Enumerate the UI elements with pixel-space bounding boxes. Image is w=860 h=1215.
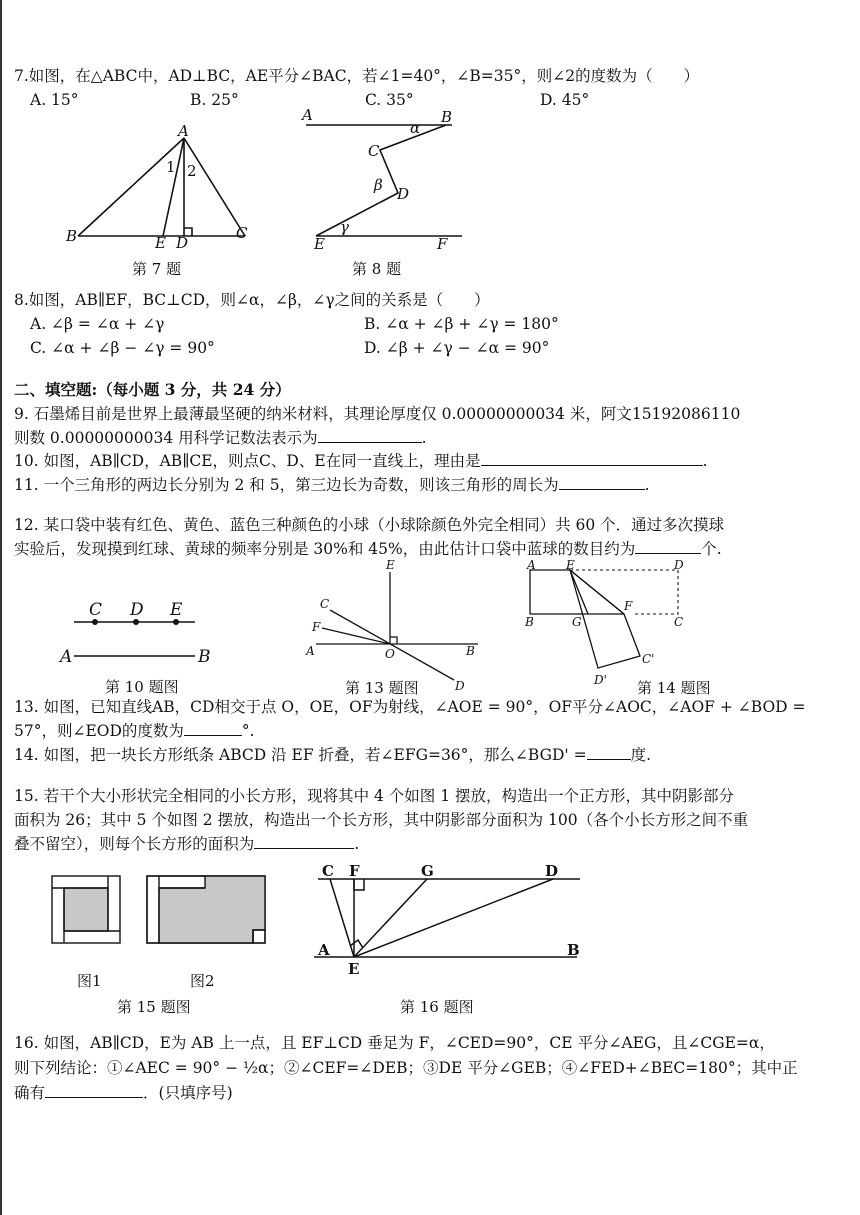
q16-answer-blank[interactable] — [45, 1083, 143, 1098]
q7-option-a: A. 15° — [30, 91, 79, 109]
q15-line2: 面积为 26；其中 5 个如图 2 摆放，构造出一个长方形，其中阴影部分面积为 100（各个小长方形之间不重 — [14, 811, 749, 829]
q14-end: 度. — [630, 746, 652, 764]
q8-stem: 8.如图，AB∥EF，BC⊥CD，则∠α，∠β，∠γ之间的关系是（ ） — [14, 291, 490, 309]
q16-end: ．(只填序号) — [143, 1084, 233, 1102]
figure-14 — [530, 570, 640, 668]
fig8-label-a: A — [302, 106, 313, 124]
fig16-label-a: A — [318, 941, 330, 959]
fig16-label-g: G — [421, 862, 434, 880]
q12-end: 个. — [701, 540, 722, 558]
q13-line1: 13. 如图，已知直线AB，CD相交于点 O，OE，OF为射线，∠AOE = 90°，OF平分∠AOC，∠AOF + ∠BOD = — [14, 698, 806, 716]
q8-option-c: C. ∠α + ∠β − ∠γ = 90° — [30, 339, 215, 357]
fig14-label-b: B — [525, 615, 534, 629]
q8-option-a: A. ∠β = ∠α + ∠γ — [30, 315, 165, 333]
q15-line3 — [14, 834, 359, 854]
fig10-label-b: B — [198, 647, 211, 667]
fig14-label-c: C — [674, 615, 684, 629]
q16-line3 — [14, 1083, 233, 1103]
q7-option-b: B. 25° — [190, 91, 239, 109]
fig16-label-d: D — [545, 862, 559, 880]
fig14-label-d: D — [674, 558, 684, 572]
fig15-caption: 第 15 题图 — [117, 998, 191, 1016]
fig13-label-e: E — [386, 558, 395, 572]
fig7-label-2: 2 — [187, 162, 197, 180]
fig7-label-c: C — [236, 224, 248, 242]
fig16-label-e: E — [348, 960, 360, 978]
q11-answer-blank[interactable] — [559, 475, 645, 490]
fig14-label-d-prime: D' — [594, 673, 607, 687]
fig7-label-b: B — [66, 227, 78, 245]
q16-line2: 则下列结论：①∠AEC = 90° − ½α；②∠CEF=∠DEB；③DE 平分∠GEB；④∠FED+∠BEC=180°；其中正 — [14, 1059, 798, 1077]
figure-10 — [74, 622, 195, 656]
q16-line1: 16. 如图，AB∥CD，E为 AB 上一点，且 EF⊥CD 垂足为 F，∠CED=90°，CE 平分∠AEG，且∠CGE=α， — [14, 1034, 775, 1052]
q9-text: 则数 0.00000000034 用科学记数法表示为 — [14, 429, 318, 447]
q15-answer-blank[interactable] — [254, 834, 354, 849]
q9-end: . — [421, 429, 427, 447]
fig8-label-d: D — [397, 185, 410, 203]
q12-answer-blank[interactable] — [635, 539, 701, 554]
q9-line2 — [14, 428, 427, 448]
fig8-caption: 第 8 题 — [352, 260, 402, 278]
fig8-label-beta: β — [374, 176, 383, 194]
fig13-label-c: C — [320, 597, 330, 611]
q13-answer-blank[interactable] — [184, 721, 242, 736]
fig14-label-f: F — [624, 599, 633, 613]
fig13-label-a: A — [306, 644, 315, 658]
fig10-caption: 第 10 题图 — [105, 678, 179, 696]
q9-line1: 9. 石墨烯目前是世界上最薄最坚硬的纳米材料，其理论厚度仅 0.00000000034 米，阿文15192086110 — [14, 405, 741, 423]
fig14-label-c-prime: C' — [642, 652, 655, 666]
fig10-label-e: E — [170, 600, 183, 620]
q14-answer-blank[interactable] — [587, 745, 631, 760]
q14-text: 14. 如图，把一块长方形纸条 ABCD 沿 EF 折叠，若∠EFG=36°，那么∠BGD' = — [14, 746, 587, 764]
q12-text: 实验后，发现摸到红球、黄球的频率分别是 30%和 45%，由此估计口袋中蓝球的数目约为 — [14, 540, 636, 558]
section-2-heading: 二、填空题:（每小题 3 分，共 24 分） — [14, 380, 291, 399]
fig15-label-2: 图2 — [190, 972, 215, 990]
fig7-label-d: D — [176, 234, 189, 252]
q13-end: °. — [241, 722, 255, 740]
fig7-label-a: A — [178, 122, 189, 140]
q8-option-d: D. ∠β + ∠γ − ∠α = 90° — [364, 339, 550, 357]
fig14-label-g: G — [572, 615, 582, 629]
fig8-label-f: F — [437, 235, 448, 253]
figure-13 — [316, 572, 478, 680]
fig14-label-e: E — [566, 558, 575, 572]
figure-7 — [78, 138, 245, 236]
figure-15-2 — [147, 876, 265, 943]
fig15-label-1: 图1 — [77, 972, 102, 990]
fig8-label-b: B — [441, 108, 453, 126]
q16-text: 确有 — [14, 1084, 46, 1102]
fig16-label-f: F — [349, 862, 360, 880]
fig16-label-c: C — [322, 862, 334, 880]
fig13-label-d: D — [455, 679, 465, 693]
fig10-label-c: C — [89, 600, 103, 620]
q13-line2 — [14, 721, 255, 741]
fig13-label-b: B — [466, 644, 475, 658]
fig14-caption: 第 14 题图 — [637, 679, 711, 697]
q11-end: . — [644, 476, 650, 494]
fig14-label-a: A — [527, 558, 536, 572]
fig8-label-gamma: γ — [340, 218, 349, 236]
fig7-label-e: E — [155, 234, 166, 252]
q15-end: . — [354, 835, 360, 853]
fig8-label-alpha: α — [410, 119, 421, 137]
fig8-label-c: C — [368, 142, 380, 160]
q13-text: 57°，则∠EOD的度数为 — [14, 722, 184, 740]
fig16-label-b: B — [567, 941, 580, 959]
figure-15-1 — [52, 876, 120, 943]
q10-line — [14, 451, 708, 471]
q10-answer-blank[interactable] — [481, 451, 703, 466]
q7-stem: 7.如图，在△ABC中，AD⊥BC，AE平分∠BAC，若∠1=40°，∠B=35°，则∠2的度数为（ ） — [14, 67, 700, 85]
q14-line — [14, 745, 651, 765]
q12-line1: 12. 某口袋中装有红色、黄色、蓝色三种颜色的小球（小球除颜色外完全相同）共 60 个．通过多次摸球 — [14, 516, 725, 534]
q7-option-c: C. 35° — [365, 91, 414, 109]
q10-end: . — [702, 452, 708, 470]
q12-line2 — [14, 539, 722, 559]
q11-line — [14, 475, 650, 495]
q8-option-b: B. ∠α + ∠β + ∠γ = 180° — [364, 315, 559, 333]
fig13-caption: 第 13 题图 — [345, 679, 419, 697]
fig10-label-d: D — [130, 600, 144, 620]
q11-text: 11. 一个三角形的两边长分别为 2 和 5，第三边长为奇数，则该三角形的周长为 — [14, 476, 559, 494]
q9-answer-blank[interactable] — [318, 428, 422, 443]
fig13-label-f: F — [312, 620, 321, 634]
figure-16 — [314, 879, 580, 957]
fig7-label-1: 1 — [166, 158, 176, 176]
q15-line1: 15. 若干个大小形状完全相同的小长方形，现将其中 4 个如图 1 摆放，构造出一个正方形，其中阴影部分 — [14, 787, 735, 805]
q10-text: 10. 如图，AB∥CD，AB∥CE，则点C、D、E在同一直线上，理由是 — [14, 452, 481, 470]
fig7-caption: 第 7 题 — [132, 260, 182, 278]
fig13-label-o: O — [385, 647, 395, 661]
q15-text: 叠不留空），则每个长方形的面积为 — [14, 835, 255, 853]
fig16-caption: 第 16 题图 — [400, 998, 474, 1016]
fig8-label-e: E — [314, 235, 325, 253]
q7-option-d: D. 45° — [540, 91, 590, 109]
fig10-label-a: A — [60, 647, 73, 667]
figure-8 — [306, 125, 462, 236]
